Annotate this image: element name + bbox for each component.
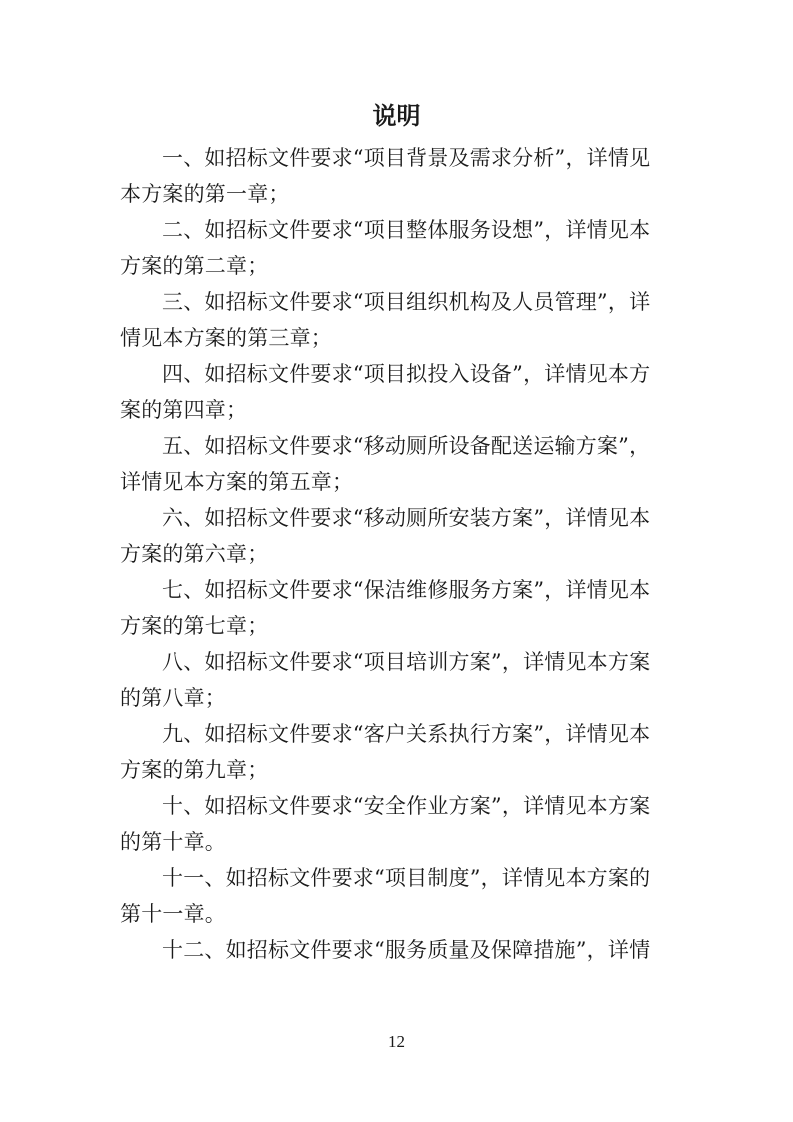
text-line: 十二、如招标文件要求“服务质量及保障措施”，详情 (162, 938, 651, 962)
text-line: 情见本方案的第三章； (120, 326, 332, 350)
text-line: 十、如招标文件要求“安全作业方案”，详情见本方案 (162, 794, 651, 818)
text-line: 五、如招标文件要求“移动厕所设备配送运输方案”， (162, 434, 651, 458)
text-line: 详情见本方案的第五章； (120, 470, 354, 494)
text-line: 本方案的第一章； (120, 182, 290, 206)
text-line: 方案的第九章； (120, 758, 269, 782)
text-line: 方案的第二章； (120, 254, 269, 278)
body-text (120, 140, 676, 968)
text-line: 二、如招标文件要求“项目整体服务设想”，详情见本 (162, 218, 651, 242)
text-line: 九、如招标文件要求“客户关系执行方案”，详情见本 (162, 722, 651, 746)
text-line: 四、如招标文件要求“项目拟投入设备”，详情见本方 (162, 362, 651, 386)
text-line: 十一、如招标文件要求“项目制度”，详情见本方案的 (162, 866, 651, 890)
text-line: 六、如招标文件要求“移动厕所安装方案”，详情见本 (162, 506, 651, 530)
text-line: 第十一章。 (120, 902, 226, 926)
text-line: 案的第四章； (120, 398, 248, 422)
text-line: 八、如招标文件要求“项目培训方案”，详情见本方案 (162, 650, 651, 674)
page-number: 12 (388, 1032, 405, 1051)
text-line: 的第八章； (120, 686, 226, 710)
text-line: 七、如招标文件要求“保洁维修服务方案”，详情见本 (162, 578, 651, 602)
text-line: 的第十章。 (120, 830, 226, 854)
text-line: 方案的第六章； (120, 542, 269, 566)
text-line: 三、如招标文件要求“项目组织机构及人员管理”，详 (162, 290, 651, 314)
text-line: 一、如招标文件要求“项目背景及需求分析”，详情见 (162, 146, 651, 170)
page-title: 说明 (372, 102, 421, 130)
text-line: 方案的第七章； (120, 614, 269, 638)
